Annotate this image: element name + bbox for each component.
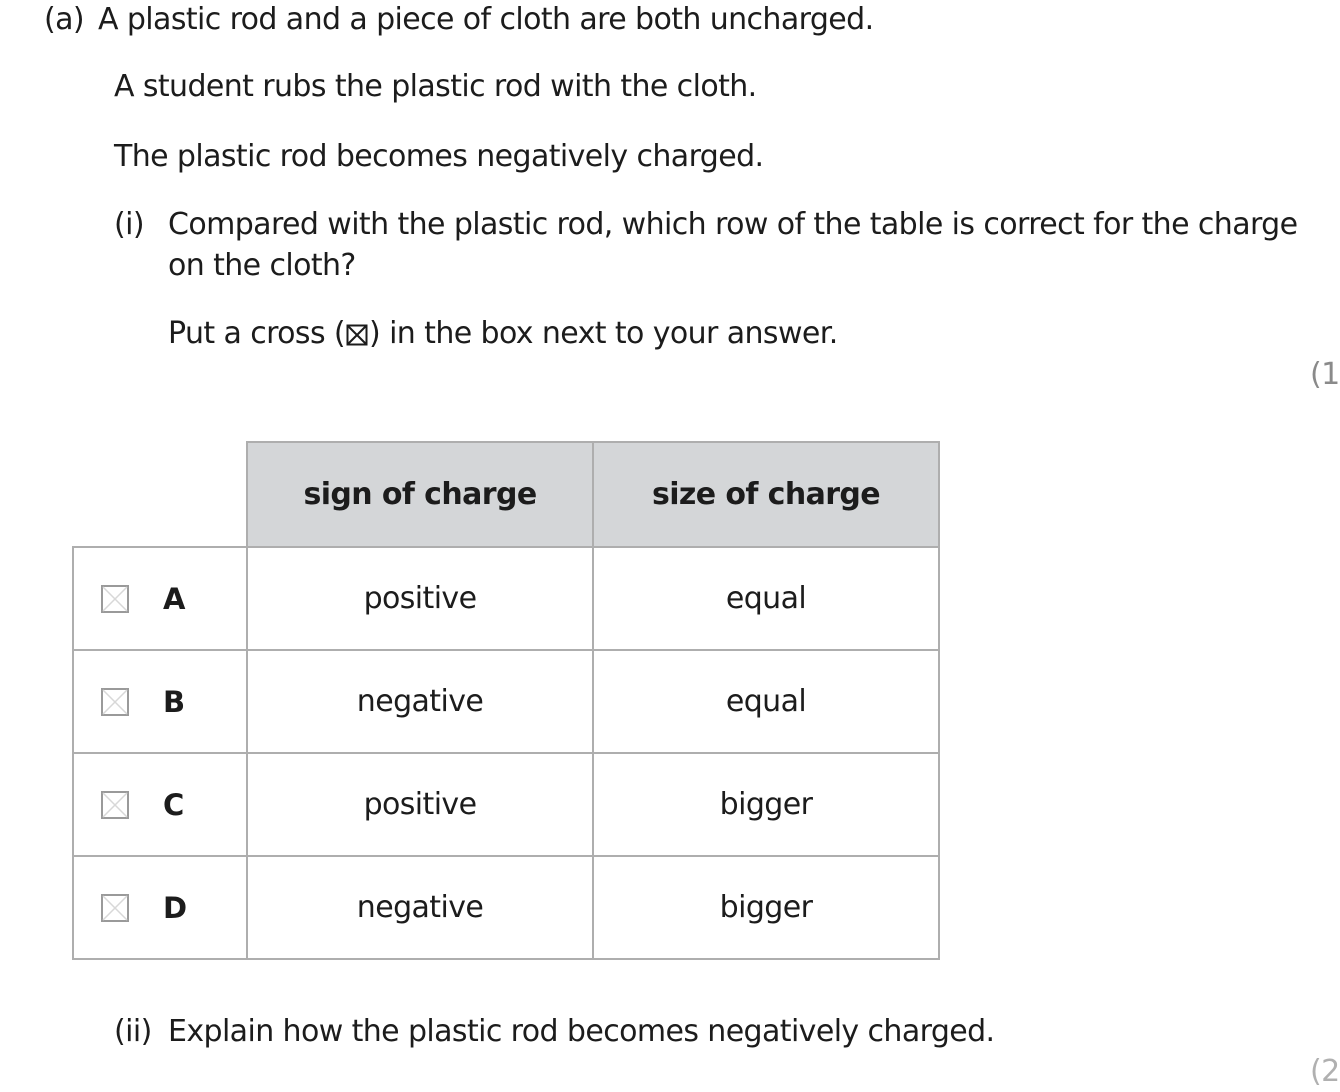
- option-c-sign: positive: [247, 753, 593, 856]
- option-a-sign: positive: [247, 547, 593, 650]
- option-c-size: bigger: [593, 753, 939, 856]
- option-a-size: equal: [593, 547, 939, 650]
- option-d-cell: [73, 856, 247, 959]
- option-d-checkbox[interactable]: [101, 894, 129, 922]
- table-row: [73, 650, 939, 753]
- option-a-cell: [73, 547, 247, 650]
- option-b-cell: [73, 650, 247, 753]
- question-ii-label: (ii): [114, 1014, 152, 1049]
- header-size-of-charge: size of charge: [593, 442, 939, 547]
- option-d-letter: D: [163, 890, 187, 925]
- question-a-paragraph-2: The plastic rod becomes negatively charged.: [114, 139, 764, 174]
- instruction-text-start: Put a cross (: [168, 316, 346, 351]
- instruction-text-end: ) in the box next to your answer.: [369, 316, 838, 351]
- option-b-letter: B: [163, 684, 185, 719]
- table-row: [73, 547, 939, 650]
- option-b-size: equal: [593, 650, 939, 753]
- table-header-row: [73, 442, 939, 547]
- option-a-checkbox[interactable]: [101, 585, 129, 613]
- option-c-checkbox[interactable]: [101, 791, 129, 819]
- option-c-letter: C: [163, 787, 184, 822]
- crossed-box-icon: [346, 324, 368, 346]
- option-b-sign: negative: [247, 650, 593, 753]
- answer-instruction: [168, 314, 838, 354]
- option-b-checkbox[interactable]: [101, 688, 129, 716]
- question-a-paragraph-1: A student rubs the plastic rod with the cloth.: [114, 69, 757, 104]
- table-row: [73, 753, 939, 856]
- question-a-text: A plastic rod and a piece of cloth are both uncharged.: [98, 2, 874, 37]
- question-ii-text: Explain how the plastic rod becomes negatively charged.: [168, 1014, 995, 1049]
- question-a-label: (a): [44, 2, 84, 37]
- marks-label-ii: (2: [1310, 1054, 1340, 1089]
- question-i-text-line-1: Compared with the plastic rod, which row of the table is correct for the charge: [168, 207, 1298, 242]
- option-d-size: bigger: [593, 856, 939, 959]
- option-a-letter: A: [163, 581, 185, 616]
- marks-label-i: (1: [1310, 357, 1340, 392]
- answer-table: [72, 441, 940, 960]
- table-row: [73, 856, 939, 959]
- header-sign-of-charge: sign of charge: [247, 442, 593, 547]
- question-i-label: (i): [114, 207, 144, 242]
- question-i-text-line-2: on the cloth?: [168, 248, 356, 283]
- table-corner-cell: [73, 442, 247, 547]
- option-d-sign: negative: [247, 856, 593, 959]
- option-c-cell: [73, 753, 247, 856]
